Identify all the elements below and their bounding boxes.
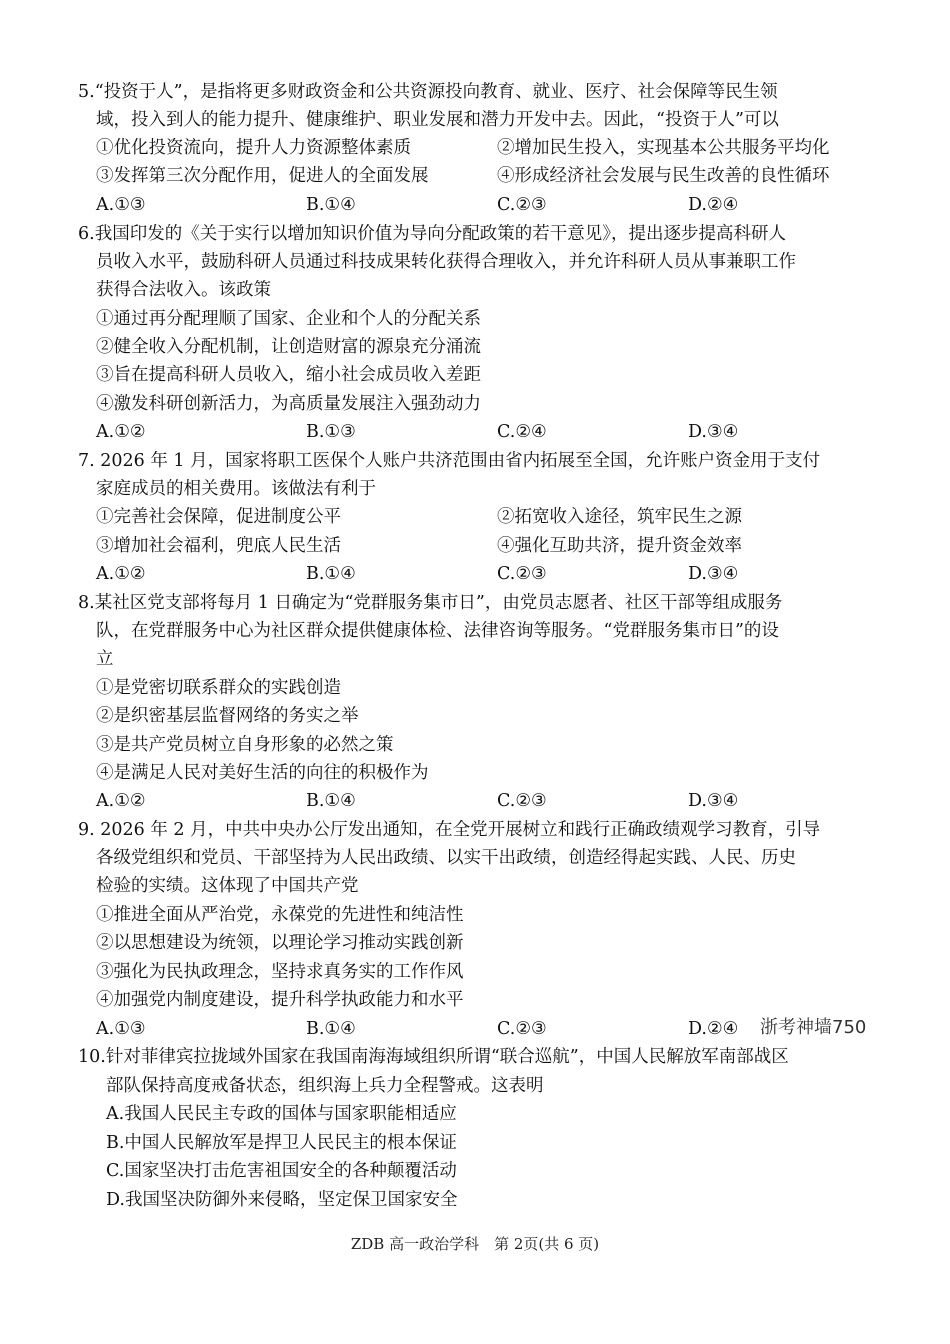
q9-choice-a: A.①③ — [96, 1019, 146, 1039]
q7-stem-line-2: 家庭成员的相关费用。该做法有利于 — [96, 479, 376, 499]
q8-item-1: ①是党密切联系群众的实践创造 — [96, 678, 341, 698]
q8-stem-line-3: 立 — [96, 649, 114, 669]
q9-stem-line-2: 各级党组织和党员、干部坚持为人民出政绩、以实干出政绩，创造经得起实践、人民、历史 — [96, 848, 796, 868]
q9-item-1: ①推进全面从严治党，永葆党的先进性和纯洁性 — [96, 905, 464, 925]
q7-stem-line-1: 7. 2026 年 1 月，国家将职工医保个人账户共济范围由省内拓展至全国，允许账户资金用于支付 — [78, 451, 821, 471]
q7-choice-c: C.②③ — [497, 564, 547, 584]
q7-item-3: ③增加社会福利，兜底人民生活 — [96, 536, 341, 556]
q5-item-2: ②增加民生投入，实现基本公共服务平均化 — [497, 138, 830, 158]
q6-item-3: ③旨在提高科研人员收入，缩小社会成员收入差距 — [96, 365, 481, 385]
q8-choice-c: C.②③ — [497, 791, 547, 811]
q8-item-4: ④是满足人民对美好生活的向往的积极作为 — [96, 763, 429, 783]
q8-choice-a: A.①② — [96, 791, 146, 811]
q6-item-4: ④激发科研创新活力，为高质量发展注入强劲动力 — [96, 394, 481, 414]
q6-stem-line-3: 获得合法收入。该政策 — [96, 280, 271, 300]
q9-choice-d: D.②④ — [688, 1019, 739, 1039]
q5-stem-line-2: 域，投入到人的能力提升、健康维护、职业发展和潜力开发中去。因此，“投资于人”可以 — [96, 110, 779, 130]
q8-stem-line-1: 8.某社区党支部将每月 1 日确定为“党群服务集市日”，由党员志愿者、社区干部等组成服务 — [78, 593, 783, 613]
q6-stem-line-1: 6.我国印发的《关于实行以增加知识价值为导向分配政策的若干意见》，提出逐步提高科研人 — [78, 224, 786, 244]
q7-item-2: ②拓宽收入途径，筑牢民生之源 — [497, 507, 742, 527]
q7-item-1: ①完善社会保障，促进制度公平 — [96, 507, 341, 527]
watermark-text: 浙考神墙750 — [760, 1017, 867, 1038]
q6-choice-c: C.②④ — [497, 422, 547, 442]
q10-choice-a: A.我国人民民主专政的国体与国家职能相适应 — [106, 1104, 457, 1124]
q6-choice-b: B.①③ — [306, 422, 356, 442]
q9-stem-line-3: 检验的实绩。这体现了中国共产党 — [96, 876, 359, 896]
q8-item-3: ③是共产党员树立自身形象的必然之策 — [96, 735, 394, 755]
q9-stem-line-1: 9. 2026 年 2 月，中共中央办公厅发出通知，在全党开展树立和践行正确政绩观学习教育，引导 — [78, 820, 821, 840]
q9-choice-b: B.①④ — [306, 1019, 356, 1039]
q7-choice-b: B.①④ — [306, 564, 356, 584]
q6-choice-d: D.③④ — [688, 422, 739, 442]
q6-choice-a: A.①② — [96, 422, 146, 442]
q5-choice-c: C.②③ — [497, 195, 547, 215]
q9-item-3: ③强化为民执政理念，坚持求真务实的工作作风 — [96, 962, 464, 982]
page-footer: ZDB 高一政治学科 第 2页(共 6 页) — [350, 1235, 600, 1253]
q5-choice-d: D.②④ — [688, 195, 739, 215]
q10-choice-c: C.国家坚决打击危害祖国安全的各种颠覆活动 — [106, 1161, 457, 1181]
q8-stem-line-2: 队，在党群服务中心为社区群众提供健康体检、法律咨询等服务。“党群服务集市日”的设 — [96, 621, 779, 641]
q5-choice-a: A.①③ — [96, 195, 146, 215]
q7-item-4: ④强化互助共济，提升资金效率 — [497, 536, 742, 556]
q10-choice-b: B.中国人民解放军是捍卫人民民主的根本保证 — [106, 1133, 457, 1153]
q6-stem-line-2: 员收入水平，鼓励科研人员通过科技成果转化获得合理收入，并允许科研人员从事兼职工作 — [96, 252, 796, 272]
q6-item-1: ①通过再分配理顺了国家、企业和个人的分配关系 — [96, 309, 481, 329]
q7-choice-a: A.①② — [96, 564, 146, 584]
q5-choice-b: B.①④ — [306, 195, 356, 215]
q5-item-1: ①优化投资流向，提升人力资源整体素质 — [96, 138, 411, 158]
q9-item-2: ②以思想建设为统领，以理论学习推动实践创新 — [96, 933, 464, 953]
q7-choice-d: D.③④ — [688, 564, 739, 584]
q8-choice-d: D.③④ — [688, 791, 739, 811]
q9-item-4: ④加强党内制度建设，提升科学执政能力和水平 — [96, 990, 464, 1010]
q8-choice-b: B.①④ — [306, 791, 356, 811]
q5-item-4: ④形成经济社会发展与民生改善的良性循环 — [497, 166, 830, 186]
q10-choice-d: D.我国坚决防御外来侵略，坚定保卫国家安全 — [106, 1190, 458, 1210]
q9-choice-c: C.②③ — [497, 1019, 547, 1039]
q8-item-2: ②是织密基层监督网络的务实之举 — [96, 706, 359, 726]
q5-item-3: ③发挥第三次分配作用，促进人的全面发展 — [96, 166, 429, 186]
q10-stem-line-2: 部队保持高度戒备状态，组织海上兵力全程警戒。这表明 — [106, 1076, 544, 1096]
q5-stem-line-1: 5.“投资于人”，是指将更多财政资金和公共资源投向教育、就业、医疗、社会保障等民生领 — [78, 82, 778, 102]
q10-stem-line-1: 10.针对菲律宾拉拢域外国家在我国南海海域组织所谓“联合巡航”，中国人民解放军南部战区 — [78, 1047, 789, 1067]
q6-item-2: ②健全收入分配机制，让创造财富的源泉充分涌流 — [96, 337, 481, 357]
